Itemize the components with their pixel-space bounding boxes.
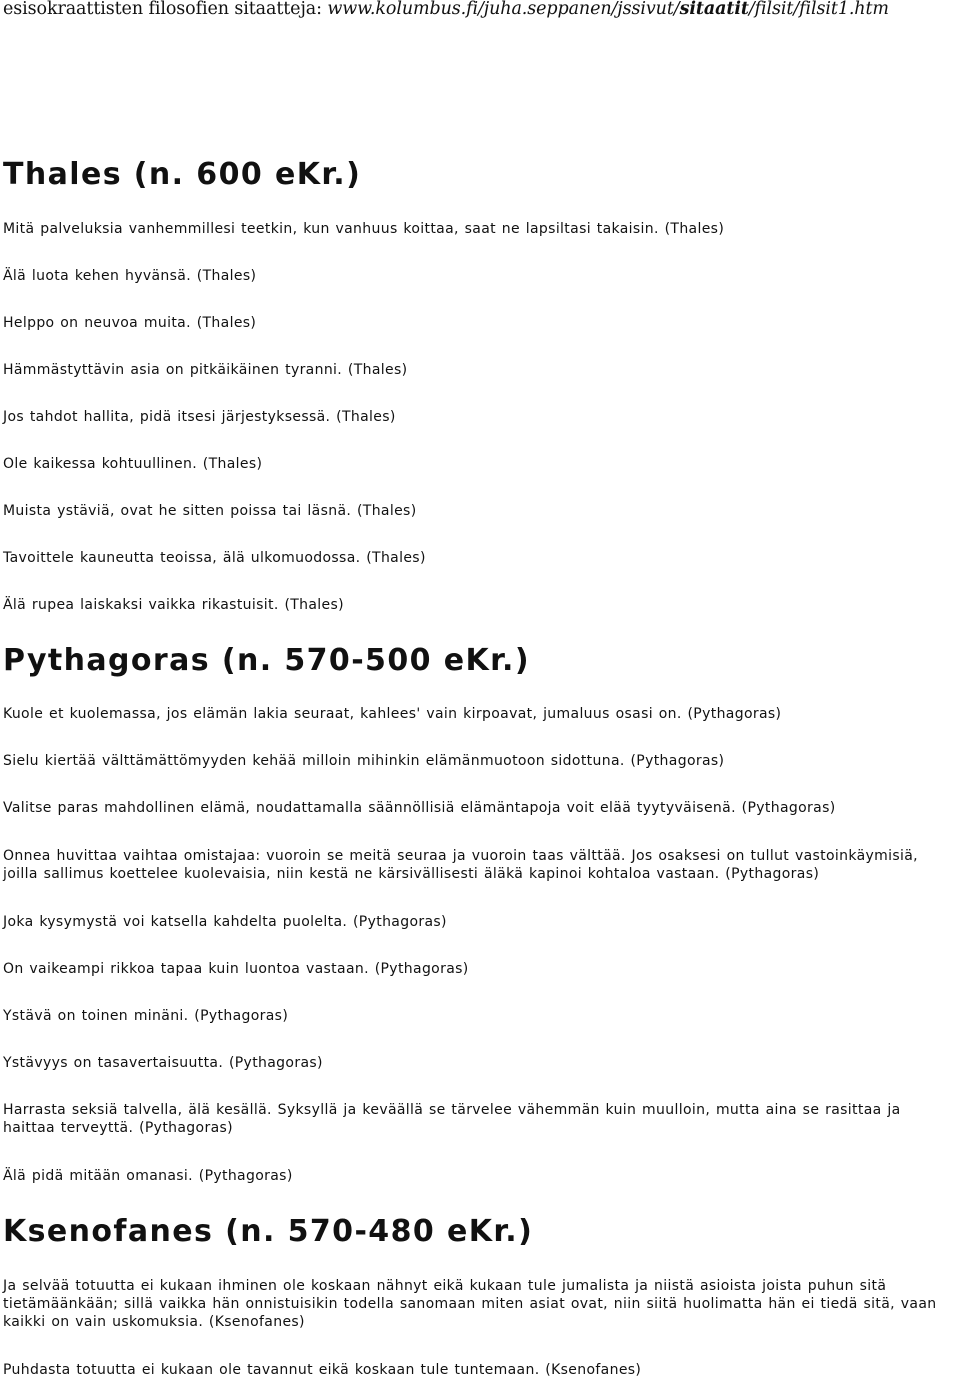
quote: Sielu kiertää välttämättömyyden kehää milloin mihinkin elämänmuotoon sidottuna. (Pythagoras)	[3, 753, 725, 769]
quote: Ystävyys on tasavertaisuutta. (Pythagoras)	[3, 1055, 323, 1071]
section-thales	[3, 157, 957, 193]
quote: Ja selvää totuutta ei kukaan ihminen ole koskaan nähnyt eikä kukaan tule jumalista ja niistä asioista joista puhun sitä tietämäänkään; sillä vaikka hän onnistuisikin todella sanomaan miten asiat ovat, niin siitä huolimatta hän ei tiedä sitä, vaan kaikki on vain uskomuksia. (Ksenofanes)	[3, 1278, 937, 1330]
quote: Älä rupea laiskaksi vaikka rikastuisit. (Thales)	[3, 597, 344, 613]
section-ksenofanes	[3, 1214, 957, 1250]
quote: Onnea huvittaa vaihtaa omistajaa: vuoroin se meitä seuraa ja vuoroin taas välttää. Jos osaksesi on tullut vastoinkäymisiä, joilla sallimus koettelee kuolevaisia, niin kestä ne kärsivällisesti äläkä kapinoi kohtaloa vastaan. (Pythagoras)	[3, 848, 918, 882]
quote: Jos tahdot hallita, pidä itsesi järjestyksessä. (Thales)	[3, 409, 396, 425]
source-prefix: esisokraattisten filosofien sitaatteja:	[3, 0, 328, 19]
quote: Älä pidä mitään omanasi. (Pythagoras)	[3, 1168, 293, 1184]
quote: Ole kaikessa kohtuullinen. (Thales)	[3, 456, 263, 472]
quote: Muista ystäviä, ovat he sitten poissa tai läsnä. (Thales)	[3, 503, 417, 519]
section-heading: Pythagoras (n. 570-500 eKr.)	[3, 643, 530, 678]
quote: Helppo on neuvoa muita. (Thales)	[3, 315, 257, 331]
source-url[interactable]: www.kolumbus.fi/juha.seppanen/jssivut/sitaatit/filsit/filsit1.htm	[327, 0, 889, 19]
quote: Ystävä on toinen minäni. (Pythagoras)	[3, 1008, 289, 1024]
quote: Valitse paras mahdollinen elämä, noudattamalla säännöllisiä elämäntapoja voit elää tyytyväisenä. (Pythagoras)	[3, 800, 836, 816]
quote: Joka kysymystä voi katsella kahdelta puolelta. (Pythagoras)	[3, 914, 447, 930]
section-heading: Thales (n. 600 eKr.)	[3, 157, 362, 192]
section-heading: Ksenofanes (n. 570-480 eKr.)	[3, 1214, 534, 1249]
quote: Kuole et kuolemassa, jos elämän lakia seuraat, kahlees' vain kirpoavat, jumaluus osasi on. (Pythagoras)	[3, 706, 782, 722]
quote: On vaikeampi rikkoa tapaa kuin luontoa vastaan. (Pythagoras)	[3, 961, 469, 977]
quote: Harrasta seksiä talvella, älä kesällä. Syksyllä ja keväällä se tärvelee vähemmän kuin muulloin, mutta aina se rasittaa ja haittaa terveyttä. (Pythagoras)	[3, 1102, 901, 1136]
section-pythagoras	[3, 643, 957, 679]
quote: Älä luota kehen hyvänsä. (Thales)	[3, 268, 257, 284]
quote: Tavoittele kauneutta teoissa, älä ulkomuodossa. (Thales)	[3, 550, 426, 566]
quote: Mitä palveluksia vanhemmillesi teetkin, kun vanhuus koittaa, saat ne lapsiltasi takaisin. (Thales)	[3, 221, 725, 237]
quote: Puhdasta totuutta ei kukaan ole tavannut eikä koskaan tule tuntemaan. (Ksenofanes)	[3, 1362, 642, 1378]
quote: Hämmästyttävin asia on pitkäikäinen tyranni. (Thales)	[3, 362, 408, 378]
source-line	[3, 0, 889, 20]
